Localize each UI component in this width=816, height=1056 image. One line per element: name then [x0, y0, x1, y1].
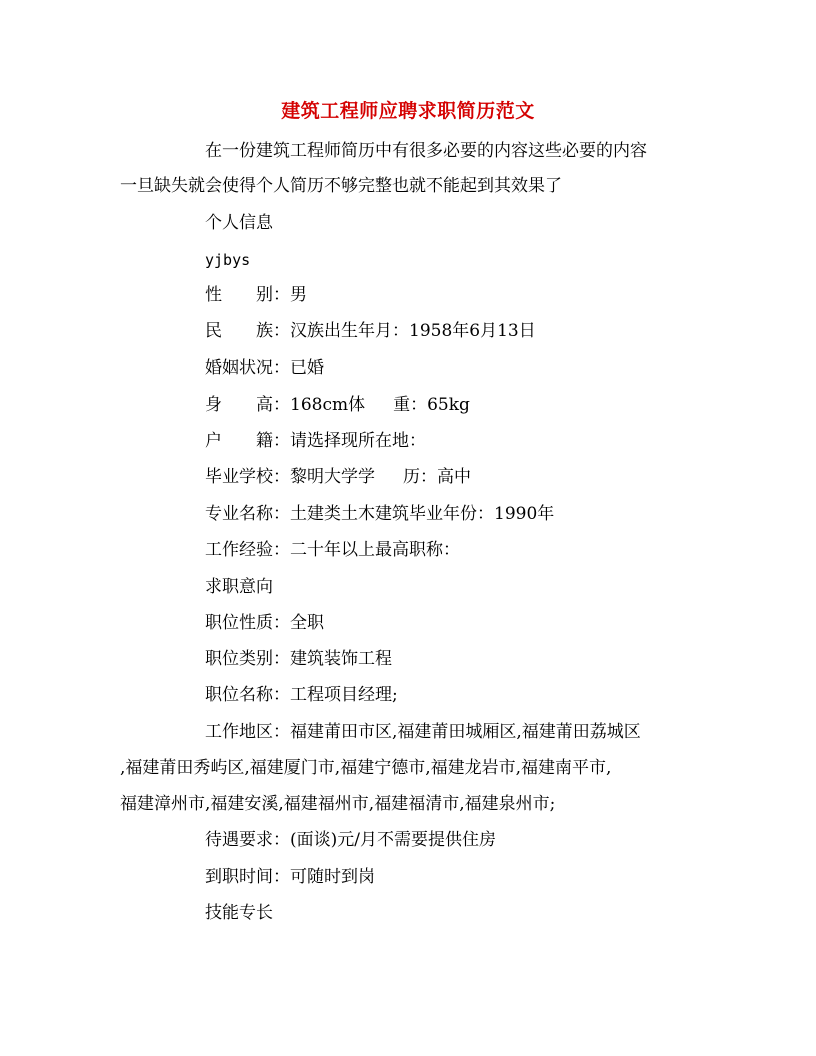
marital-line: 婚姻状况：已婚 [205, 358, 324, 378]
section-skills: 技能专长 [205, 903, 273, 923]
ethnic-value: 族：汉族出生年月：1958年6月13日 [256, 321, 536, 341]
gender-line [205, 284, 307, 306]
work-area-line-2: ,福建莆田秀屿区,福建厦门市,福建宁德市,福建龙岩市,福建南平市, [120, 758, 612, 778]
job-title-line: 职位名称：工程项目经理; [205, 685, 398, 705]
school-value: 毕业学校：黎明大学学 [205, 467, 375, 487]
major-line: 专业名称：土建类土木建筑毕业年份：1990年 [205, 504, 555, 524]
school-line [205, 466, 471, 488]
height-weight-line [205, 394, 470, 416]
section-job-intent: 求职意向 [205, 577, 273, 597]
job-category-line: 职位类别：建筑装饰工程 [205, 649, 392, 669]
hukou-value: 籍：请选择现所在地： [256, 431, 426, 451]
salary-line: 待遇要求：(面谈)元/月不需要提供住房 [205, 830, 496, 850]
work-area-line-3: 福建漳州市,福建安溪,福建福州市,福建福清市,福建泉州市; [120, 794, 556, 814]
gender-value: 别：男 [256, 285, 307, 305]
intro-line-1: 在一份建筑工程师简历中有很多必要的内容这些必要的内容 [205, 141, 647, 161]
ethnic-label: 民 [205, 321, 222, 341]
section-personal-info: 个人信息 [205, 213, 273, 233]
ethnic-line [205, 320, 536, 342]
start-time-line: 到职时间：可随时到岗 [205, 867, 375, 887]
experience-line: 工作经验：二十年以上最高职称： [205, 540, 460, 560]
education-value: 历：高中 [403, 467, 471, 487]
weight-value: 重：65kg [393, 395, 470, 415]
intro-line-2: 一旦缺失就会使得个人简历不够完整也就不能起到其效果了 [120, 176, 562, 196]
job-nature-line: 职位性质：全职 [205, 613, 324, 633]
hukou-label: 户 [205, 431, 222, 451]
username-text: yjbys [205, 251, 251, 269]
height-label: 身 [205, 395, 222, 415]
height-value: 高：168cm体 [256, 395, 366, 415]
gender-label: 性 [205, 285, 222, 305]
document-title: 建筑工程师应聘求职简历范文 [281, 100, 535, 122]
hukou-line [205, 430, 426, 452]
work-area-line-1: 工作地区：福建莆田市区,福建莆田城厢区,福建莆田荔城区 [205, 722, 641, 742]
